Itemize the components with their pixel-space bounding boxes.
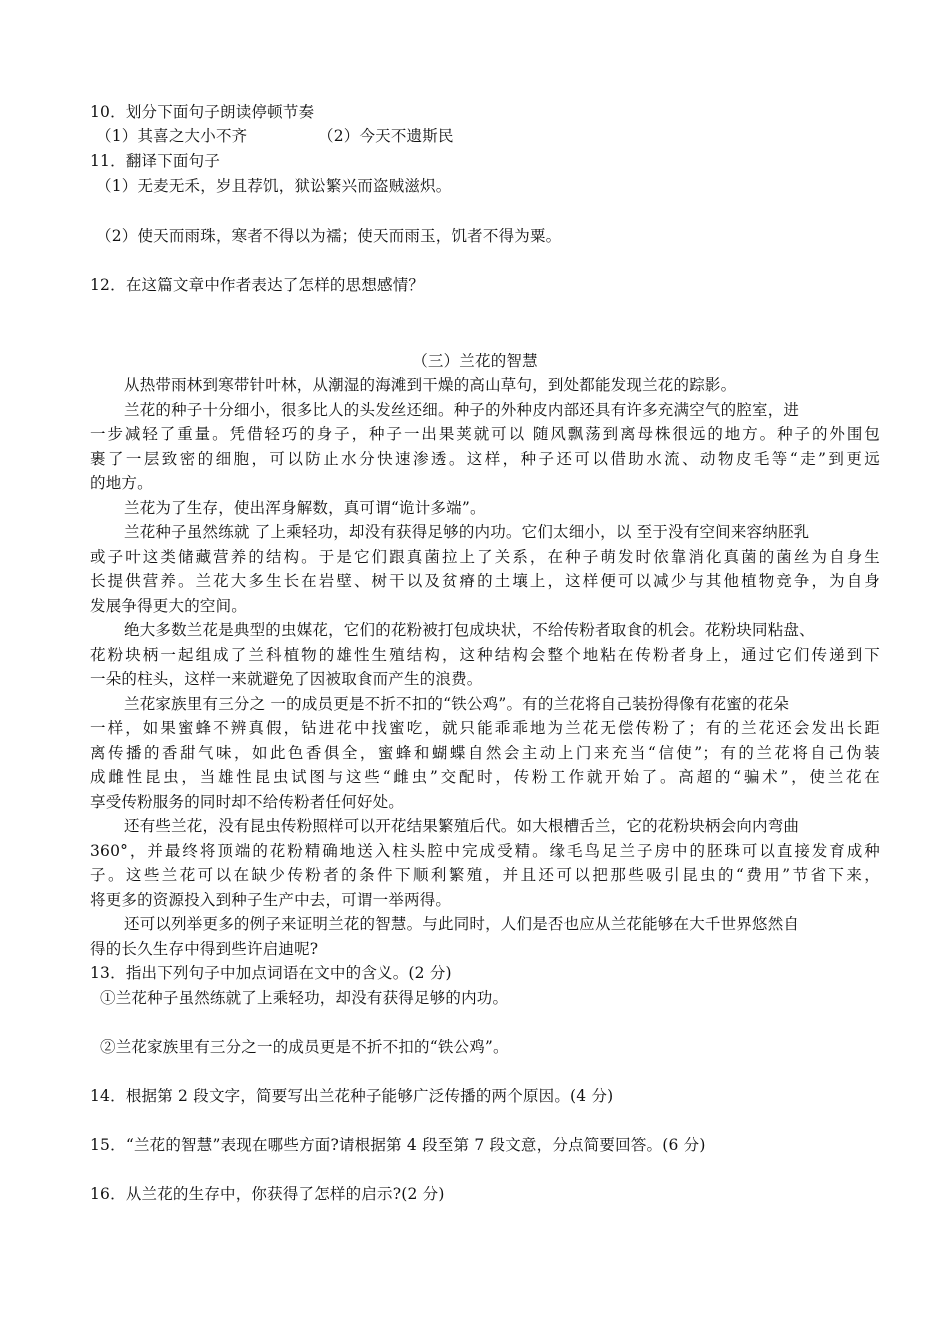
question-10-title: 10．划分下面句子朗读停顿节奏 [90,103,315,121]
question-10-item-1: （1）其喜之大小不齐 [96,127,248,145]
passage-line: 发展争得更大的空间。 [90,597,248,615]
question-11-item-1: （1）无麦无禾，岁且荐饥，狱讼繁兴而盗贼滋炽。 [96,177,452,195]
passage-line: 子。这些兰花可以在缺少传粉者的条件下顺利繁殖，并且还可以把那些吸引昆虫的“费用”节省下来， [90,866,880,884]
passage-line: 的地方。 [90,474,153,492]
passage-line: 一朵的柱头，这样一来就避免了因被取食而产生的浪费。 [90,670,483,688]
question-16-title: 16．从兰花的生存中，你获得了怎样的启示?(2 分) [90,1185,445,1203]
passage-line: 兰花种子虽然练就 了上乘轻功，却没有获得足够的内功。它们太细小，以 至于没有空间来容纳胚乳 [124,523,810,541]
passage-line: 花粉块柄一起组成了兰科植物的雄性生殖结构，这种结构会整个地粘在传粉者身上，通过它们传递到下 [90,646,880,664]
question-14-title: 14．根据第 2 段文字，简要写出兰花种子能够广泛传播的两个原因。(4 分) [90,1087,614,1105]
question-11-title: 11．翻译下面句子 [90,152,221,170]
passage-line: 兰花为了生存，使出浑身解数，真可谓“诡计多端”。 [124,499,486,517]
question-13-item-2: ②兰花家族里有三分之一的成员更是不折不扣的“铁公鸡”。 [100,1038,509,1056]
passage-line: 离传播的香甜气味，如此色香俱全，蜜蜂和蝴蝶自然会主动上门来充当“信使”；有的兰花将自己伪装 [90,744,880,762]
passage-line: 还有些兰花，没有昆虫传粉照样可以开花结果繁殖后代。如大根槽舌兰，它的花粉块柄会向内弯曲 [124,817,800,835]
passage-line: 一步减轻了重量。凭借轻巧的身子，种子一出果荚就可以 随风飘荡到离母株很远的地方。种子的外围包 [90,425,880,443]
passage-title: （三）兰花的智慧 [412,352,538,370]
question-11-item-2: （2）使天而雨珠，寒者不得以为襦；使天而雨玉，饥者不得为粟。 [96,227,562,245]
passage-line: 从热带雨林到寒带针叶林，从潮湿的海滩到干燥的高山草句，到处都能发现兰花的踪影。 [124,376,737,394]
question-15-title: 15．“兰花的智慧”表现在哪些方面?请根据第 4 段至第 7 段文意，分点简要回答。(6 分) [90,1136,706,1154]
passage-line: 一样，如果蜜蜂不辨真假，钻进花中找蜜吃，就只能乖乖地为兰花无偿传粉了；有的兰花还会发出长距 [90,719,880,737]
passage-line: 兰花的种子十分细小，很多比人的头发丝还细。种子的外种皮内部还具有许多充满空气的腔室，进 [124,401,800,419]
passage-line: 或子叶这类储藏营养的结构。于是它们跟真菌拉上了关系，在种子萌发时依靠消化真菌的菌丝为自身生 [90,548,880,566]
passage-line: 将更多的资源投入到种子生产中去，可谓一举两得。 [90,891,452,909]
passage-line: 还可以列举更多的例子来证明兰花的智慧。与此同时，人们是否也应从兰花能够在大千世界悠然自 [124,915,800,933]
passage-line: 长提供营养。兰花大多生长在岩壁、树干以及贫瘠的土壤上，这样便可以减少与其他植物竞争，为自身 [90,572,880,590]
passage-line: 成雌性昆虫，当雄性昆虫试图与这些“雌虫”交配时，传粉工作就开始了。高超的“骗术”，使兰花在 [90,768,880,786]
passage-line: 360°，并最终将顶端的花粉精确地送入柱头腔中完成受精。缘毛鸟足兰子房中的胚珠可以直接发育成种 [90,842,880,860]
passage-line: 得的长久生存中得到些许启迪呢? [90,940,319,958]
question-12-title: 12．在这篇文章中作者表达了怎样的思想感情？ [90,276,425,294]
question-13-item-1: ①兰花种子虽然练就了上乘轻功，却没有获得足够的内功。 [100,989,509,1007]
passage-line: 兰花家族里有三分之 一的成员更是不折不扣的“铁公鸡”。有的兰花将自己装扮得像有花蜜的花朵 [124,695,790,713]
question-13-title: 13．指出下列句子中加点词语在文中的含义。(2 分) [90,964,452,982]
passage-line: 绝大多数兰花是典型的虫媒花，它们的花粉被打包成块状，不给传粉者取食的机会。花粉块同粘盘、 [124,621,815,639]
question-10-item-2: （2）今天不遗斯民 [318,127,454,145]
passage-line: 裹了一层致密的细胞，可以防止水分快速渗透。这样，种子还可以借助水流、动物皮毛等“走”到更远 [90,450,880,468]
passage-line: 享受传粉服务的同时却不给传粉者任何好处。 [90,793,405,811]
